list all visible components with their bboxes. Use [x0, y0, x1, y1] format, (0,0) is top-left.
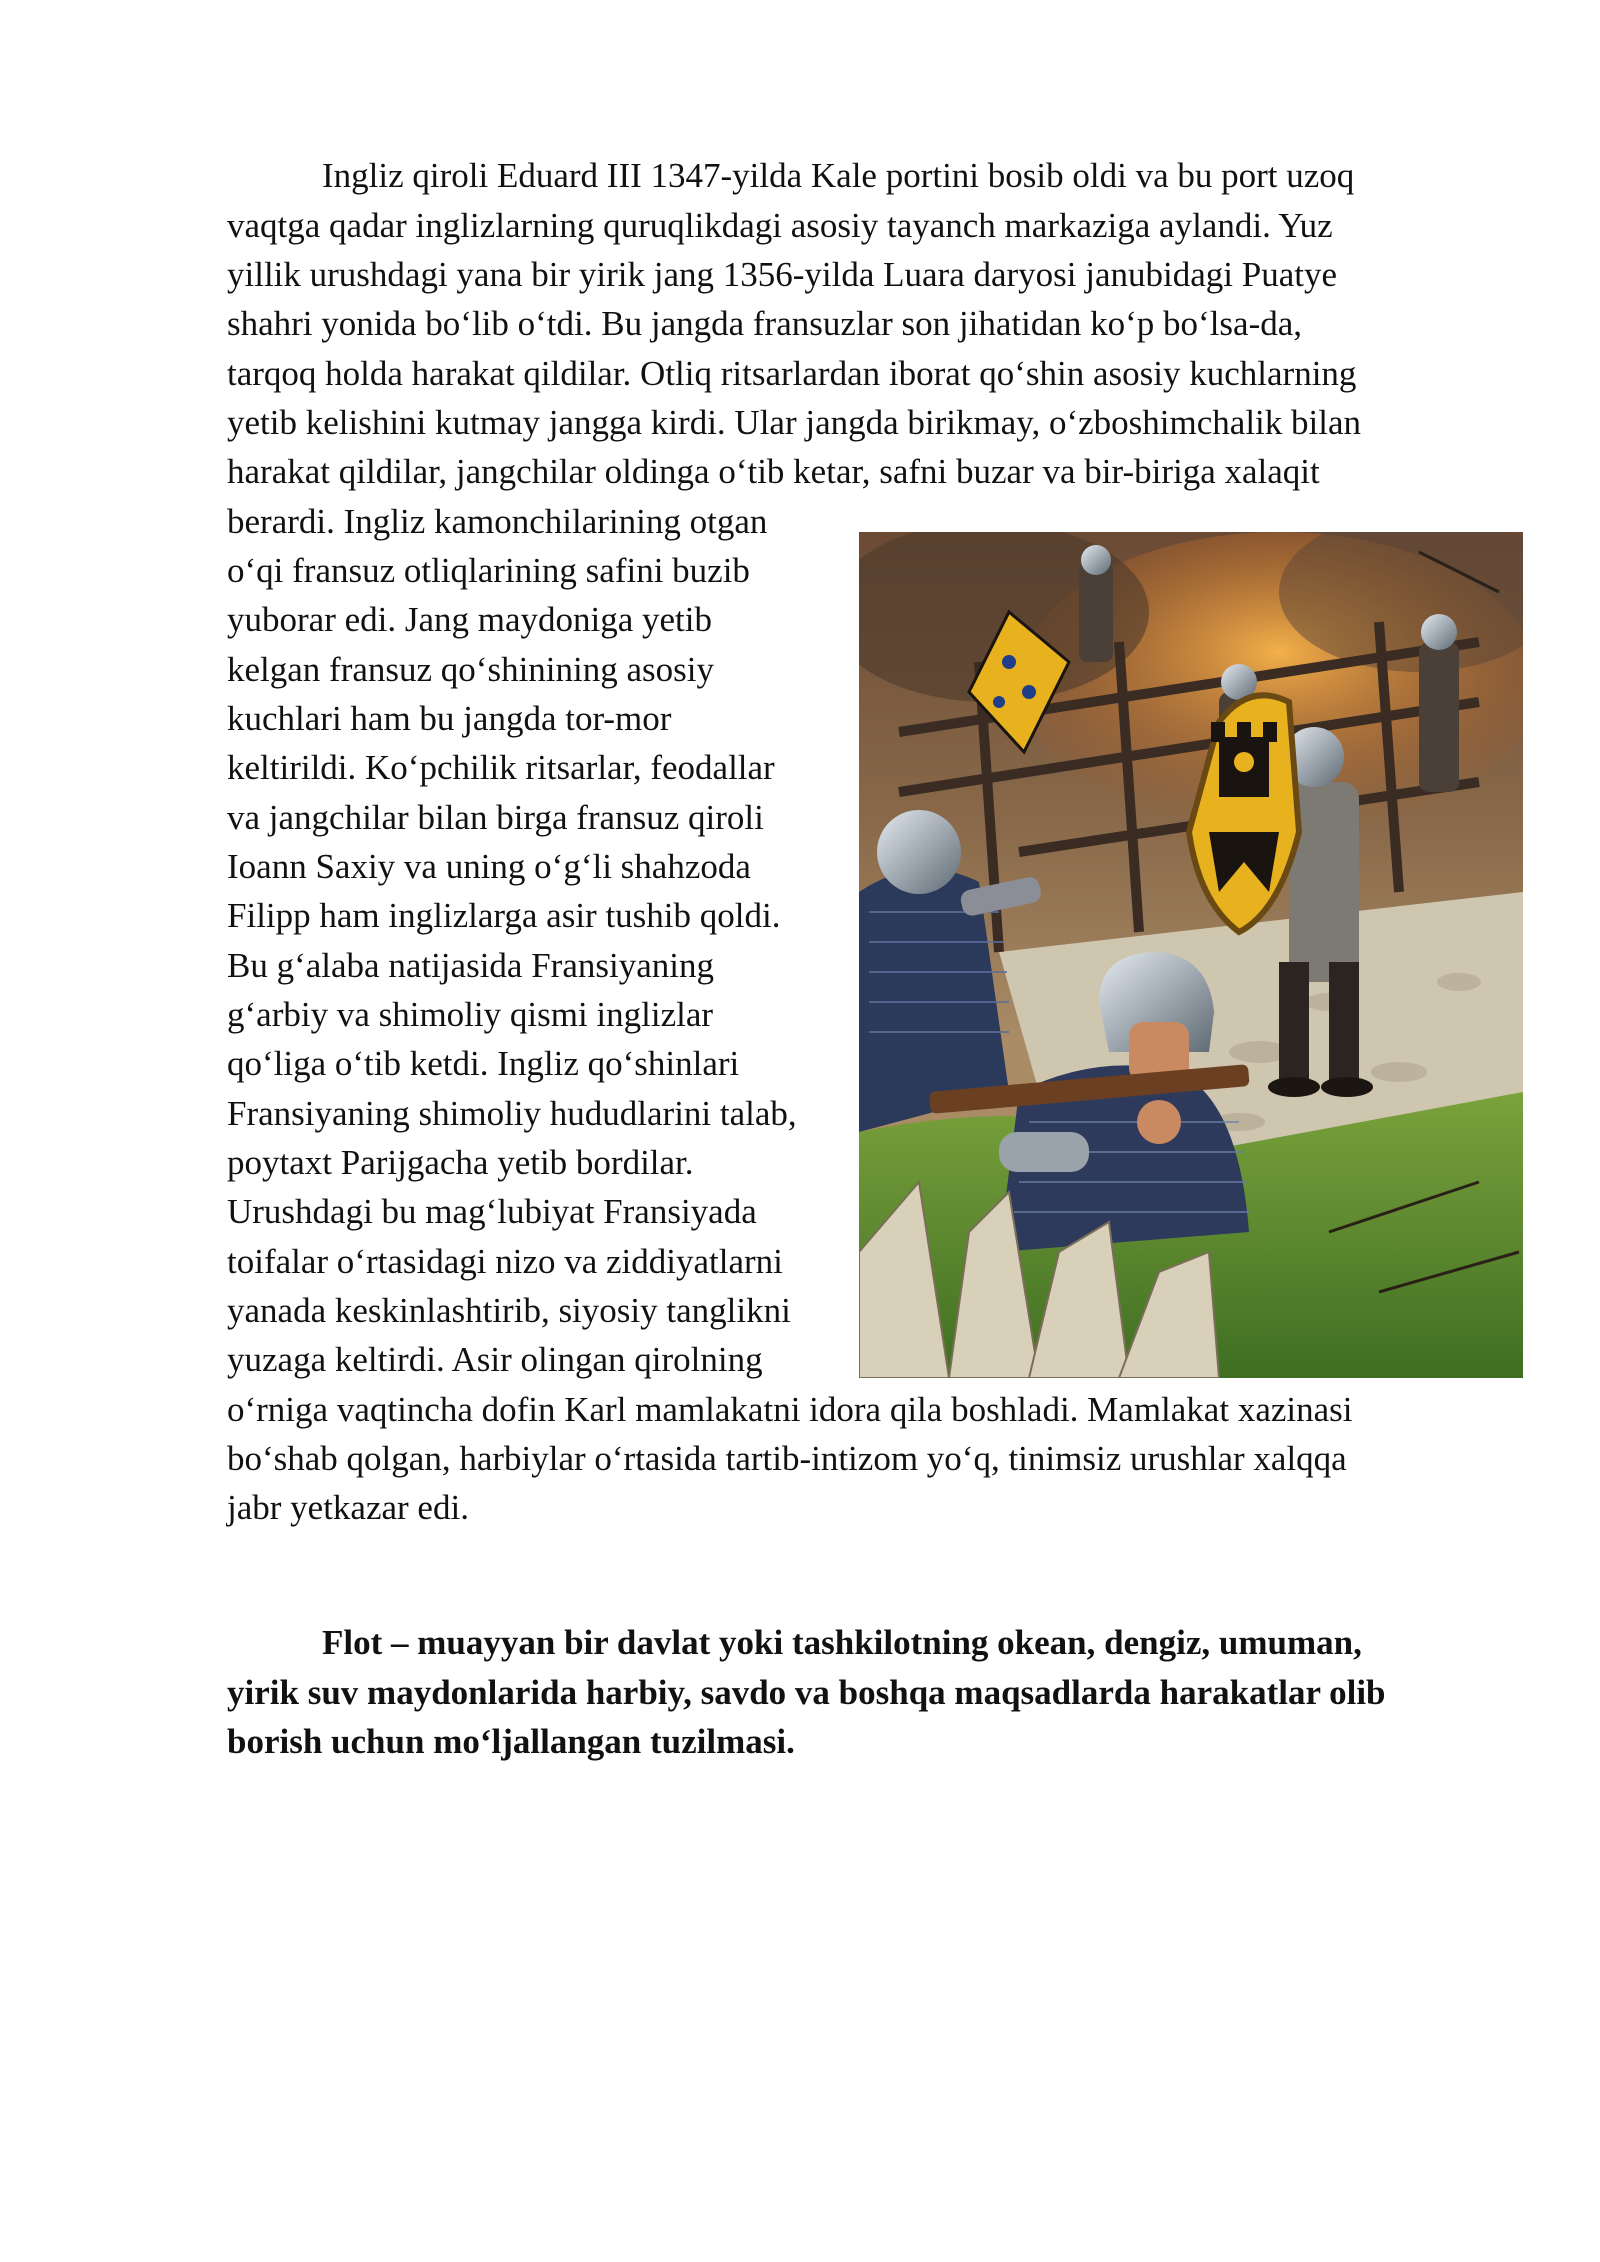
text-line: o‘qi fransuz otliqlarining safini buzib	[227, 551, 750, 590]
text-line: keltirildi. Ko‘pchilik ritsarlar, feodallar	[227, 748, 775, 787]
definition-line: Flot – muayyan bir davlat yoki tashkilotning okean, dengiz, umuman,	[322, 1623, 1362, 1662]
text-line: yuzaga keltirdi. Asir olingan qirolning	[227, 1340, 763, 1379]
text-line: kuchlari ham bu jangda tor-mor	[227, 699, 672, 738]
text-line: Fransiyaning shimoliy hududlarini talab,	[227, 1094, 797, 1133]
definition-line: yirik suv maydonlarida harbiy, savdo va boshqa maqsadlarda harakatlar olib	[227, 1673, 1386, 1712]
text-line: jabr yetkazar edi.	[227, 1488, 469, 1527]
text-line: g‘arbiy va shimoliy qismi inglizlar	[227, 995, 714, 1034]
text-line: toifalar o‘rtasidagi nizo va ziddiyatlarni	[227, 1242, 783, 1281]
text-line: va jangchilar bilan birga fransuz qiroli	[227, 798, 764, 837]
text-line: yanada keskinlashtirib, siyosiy tanglikni	[227, 1291, 791, 1330]
text-line: yuborar edi. Jang maydoniga yetib	[227, 600, 713, 639]
text-line: kelgan fransuz qo‘shinining asosiy	[227, 650, 714, 689]
text-line: tarqoq holda harakat qildilar. Otliq ritsarlardan iborat qo‘shin asosiy kuchlarning	[227, 354, 1357, 393]
text-line: yillik urushdagi yana bir yirik jang 1356-yilda Luara daryosi janubidagi Puatye	[227, 255, 1338, 294]
battle-illustration	[859, 532, 1523, 1378]
text-line: o‘rniga vaqtincha dofin Karl mamlakatni idora qila boshladi. Mamlakat xazinasi	[227, 1390, 1353, 1429]
text-line: Filipp ham inglizlarga asir tushib qoldi.	[227, 896, 781, 935]
text-line: berardi. Ingliz kamonchilarining otgan	[227, 502, 768, 541]
text-line: harakat qildilar, jangchilar oldinga o‘tib ketar, safni buzar va bir-biriga xalaqit	[227, 452, 1320, 491]
text-line: yetib kelishini kutmay jangga kirdi. Ular jangda birikmay, o‘zboshimchalik bilan	[227, 403, 1361, 442]
text-line: poytaxt Parijgacha yetib bordilar.	[227, 1143, 694, 1182]
text-line: Ioann Saxiy va uning o‘g‘li shahzoda	[227, 847, 751, 886]
text-line: vaqtga qadar inglizlarning quruqlikdagi asosiy tayanch markaziga aylandi. Yuz	[227, 206, 1333, 245]
definition-line: borish uchun mo‘ljallangan tuzilmasi.	[227, 1722, 795, 1761]
text-line: bo‘shab qolgan, harbiylar o‘rtasida tartib-intizom yo‘q, tinimsiz urushlar xalqqa	[227, 1439, 1347, 1478]
text-line: qo‘liga o‘tib ketdi. Ingliz qo‘shinlari	[227, 1044, 740, 1083]
text-line: Ingliz qiroli Eduard III 1347-yilda Kale portini bosib oldi va bu port uzoq	[322, 156, 1355, 195]
text-line: shahri yonida bo‘lib o‘tdi. Bu jangda fransuzlar son jihatidan ko‘p bo‘lsa-da,	[227, 304, 1303, 343]
text-line: Urushdagi bu mag‘lubiyat Fransiyada	[227, 1192, 757, 1231]
text-line: Bu g‘alaba natijasida Fransiyaning	[227, 946, 714, 985]
